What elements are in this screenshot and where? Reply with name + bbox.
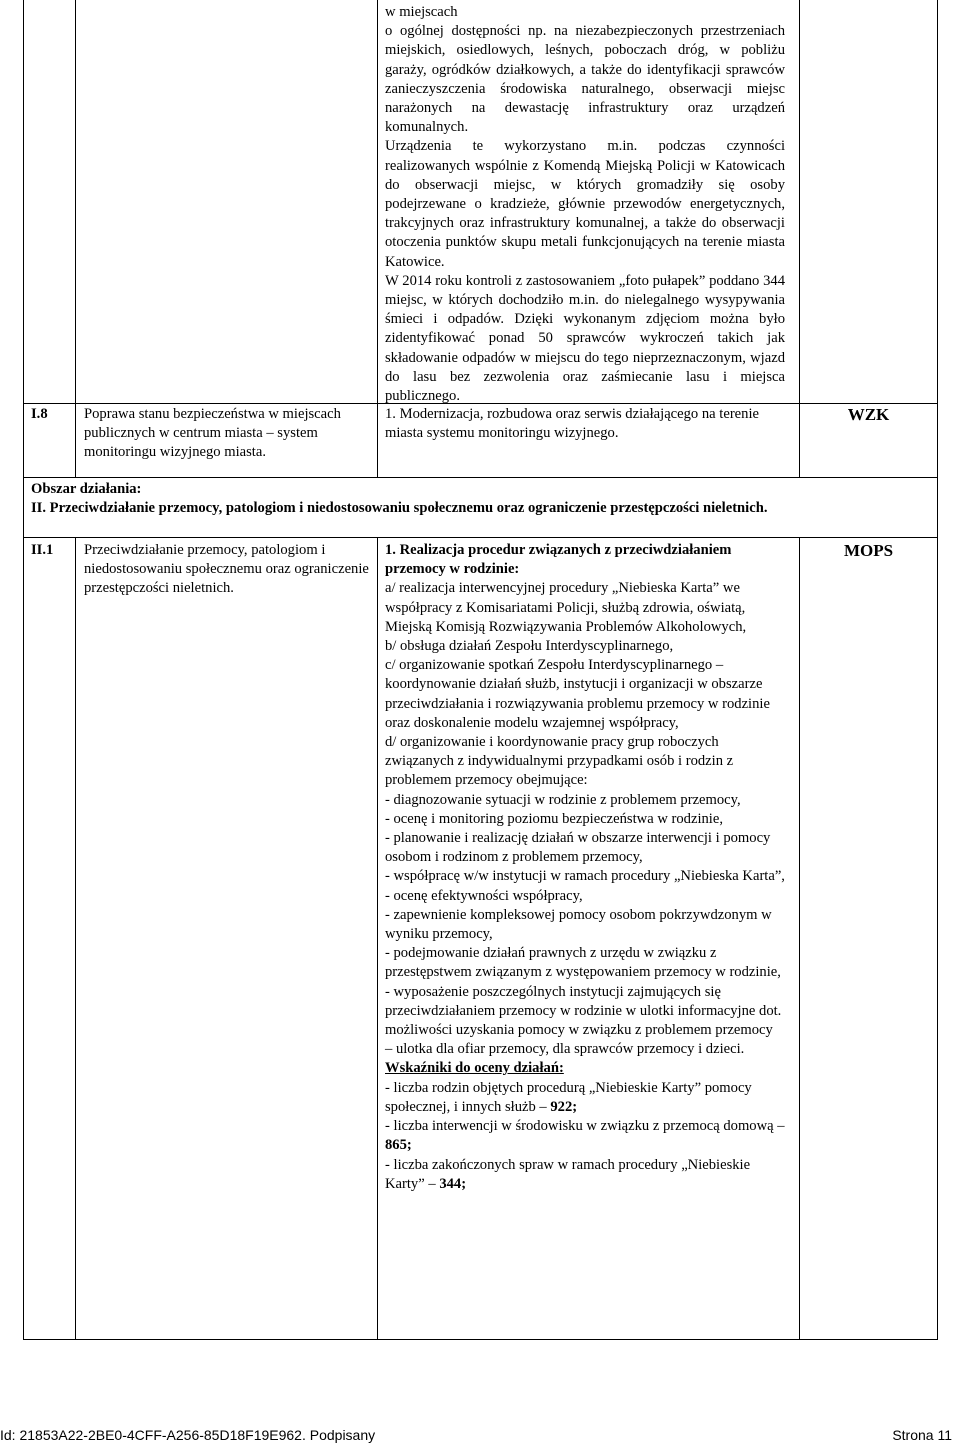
top-row-description — [385, 3, 785, 406]
task-heading-ii1: 1. Realizacja procedur związanych z przeciwdziałaniem przemocy w rodzinie: — [385, 542, 732, 578]
row-divider-section-top — [23, 477, 938, 478]
responsible-i8: WZK — [847, 405, 890, 424]
row-title-i8: Poprawa stanu bezpieczeństwa w miejscach publicznych w centrum miasta – system monitoringu wizyjnego miasta. — [84, 406, 341, 461]
indicator-item — [385, 1117, 785, 1155]
column-divider-3b — [799, 537, 800, 1340]
indicator-text: - liczba zakończonych spraw w ramach procedury „Niebieskie Karty” – — [385, 1156, 751, 1192]
column-divider-2b — [377, 537, 378, 1340]
table-border-left — [23, 0, 24, 1340]
indicator-value: 865; — [385, 1137, 412, 1154]
page-number: Strona 11 — [892, 1427, 952, 1443]
table-border-right — [937, 0, 938, 1340]
indicator-value: 344; — [439, 1175, 467, 1192]
row-divider-section-bottom — [23, 537, 938, 538]
indicator-text: - liczba interwencji w środowisku w związku z przemocą domową – — [385, 1118, 785, 1135]
row-title-ii1: Przeciwdziałanie przemocy, patologiom i niedostosowaniu społecznemu oraz ograniczenie przestępczości nieletnich. — [84, 542, 369, 597]
top-paragraph-2: o ogólnej dostępności np. na niezabezpieczonych przestrzeniach miejskich, osiedlowych, leśnych, poboczach dróg, w pobliżu garaży, ogródków działkowych, a także do identyfikacji sprawców zanieczyszczenia środowiska naturalnego, obserwacji miejsc narażonych na dewastację infrastruktury oraz urządzeń komunalnych. — [385, 23, 785, 136]
row-number-i8: I.8 — [31, 406, 48, 422]
column-divider-1 — [75, 0, 76, 477]
task-item: - podejmowanie działań prawnych z urzędu w związku z przestępstwem związanym z występowaniem przemocy w rodzinie, — [385, 945, 781, 981]
indicator-item — [385, 1079, 785, 1117]
table-border-bottom — [23, 1339, 938, 1340]
indicators-heading: Wskaźniki do oceny działań: — [385, 1060, 564, 1077]
responsible-ii1: MOPS — [843, 541, 894, 560]
task-item: b/ obsługa działań Zespołu Interdyscyplinarnego, — [385, 638, 674, 655]
top-paragraph-3: Urządzenia te wykorzystano m.in. podczas czynności realizowanych wspólnie z Komendą Miejską Policji w Katowicach do obserwacji miejsc, w których gromadziły się osoby podejrzewane o kradzieże, głównie przewodów energetycznych, trakcyjnych oraz infrastruktury komunalnej, a także do obserwacji otoczenia punktów skupu metali funkcjonujących na terenie miasta Katowice. — [385, 138, 785, 270]
section-label: Obszar działania: — [31, 481, 142, 497]
section-title: II. Przeciwdziałanie przemocy, patologiom i niedostosowaniu społecznemu oraz ograniczenie przestępczości nieletnich. — [31, 500, 768, 516]
task-item: c/ organizowanie spotkań Zespołu Interdyscyplinarnego – koordynowanie działań służb, instytucji i organizacji w obszarze przeciwdziałania i rozwiązywania problemu przemocy w rodzinie oraz doskonalenie modelu wzajemnej współpracy, — [385, 657, 770, 731]
task-item: - ocenę i monitoring poziomu bezpieczeństwa w rodzinie, — [385, 810, 723, 827]
task-item: - wyposażenie poszczególnych instytucji zajmujących się przeciwdziałaniem przemocy w rodzinie w ulotki informacyjne dot. możliwości uzyskania pomocy w związku z problemem przemocy — [385, 983, 782, 1039]
row-task-i8: 1. Modernizacja, rozbudowa oraz serwis działającego na terenie miasta systemu monitoringu wizyjnego. — [385, 406, 759, 442]
task-item: - planowanie i realizację działań w obszarze interwencji i pomocy osobom i rodzinom z problemem przemocy, — [385, 830, 771, 866]
top-paragraph-4: W 2014 roku kontroli z zastosowaniem „foto pułapek” poddano 344 miejsc, w których dochodziło m.in. do nielegalnego wysypywania śmieci i odpadów. Dzięki wykonanym zdjęciom można było zidentyfikować ponad 50 sprawców wykroczeń takich jak składowanie odpadów w miejscu do tego nieprzeznaczonym, wjazd do lasu bez zezwolenia oraz zaśmiecanie lasu i miejsca publicznego. — [385, 272, 785, 405]
task-item: - zapewnienie kompleksowej pomocy osobom pokrzywdzonym w wyniku przemocy, — [385, 906, 772, 943]
task-item: d/ organizowanie i koordynowanie pracy grup roboczych związanych z indywidualnymi przypadkami osób i rodzin z problemem przemocy obejmujące: — [385, 734, 734, 789]
indicator-item — [385, 1156, 785, 1194]
row-number-ii1: II.1 — [31, 542, 54, 558]
task-item: - ocenę efektywności współpracy, — [385, 887, 583, 904]
column-divider-1b — [75, 537, 76, 1340]
task-item: – ulotka dla ofiar przemocy, dla sprawców przemocy i dzieci. — [385, 1041, 745, 1058]
row-task-ii1 — [385, 541, 785, 1194]
column-divider-2 — [377, 0, 378, 477]
task-item: - diagnozowanie sytuacji w rodzinie z problemem przemocy, — [385, 791, 741, 808]
indicator-text: - liczba rodzin objętych procedurą „Niebieskie Karty” pomocy społecznej, i innych służb – — [385, 1079, 752, 1115]
task-item: - współpracę w/w instytucji w ramach procedury „Niebieska Karta”, — [385, 868, 785, 885]
document-id: Id: 21853A22-2BE0-4CFF-A256-85D18F19E962. Podpisany — [0, 1427, 376, 1443]
task-item: a/ realizacja interwencyjnej procedury „Niebieska Karta” we współpracy z Komisariatami Policji, służbą zdrowia, oświatą, Miejską Komisją Rozwiązywania Problemów Alkoholowych, — [385, 580, 747, 635]
top-paragraph-1: w miejscach — [385, 4, 458, 20]
indicator-value: 922; — [550, 1098, 578, 1115]
